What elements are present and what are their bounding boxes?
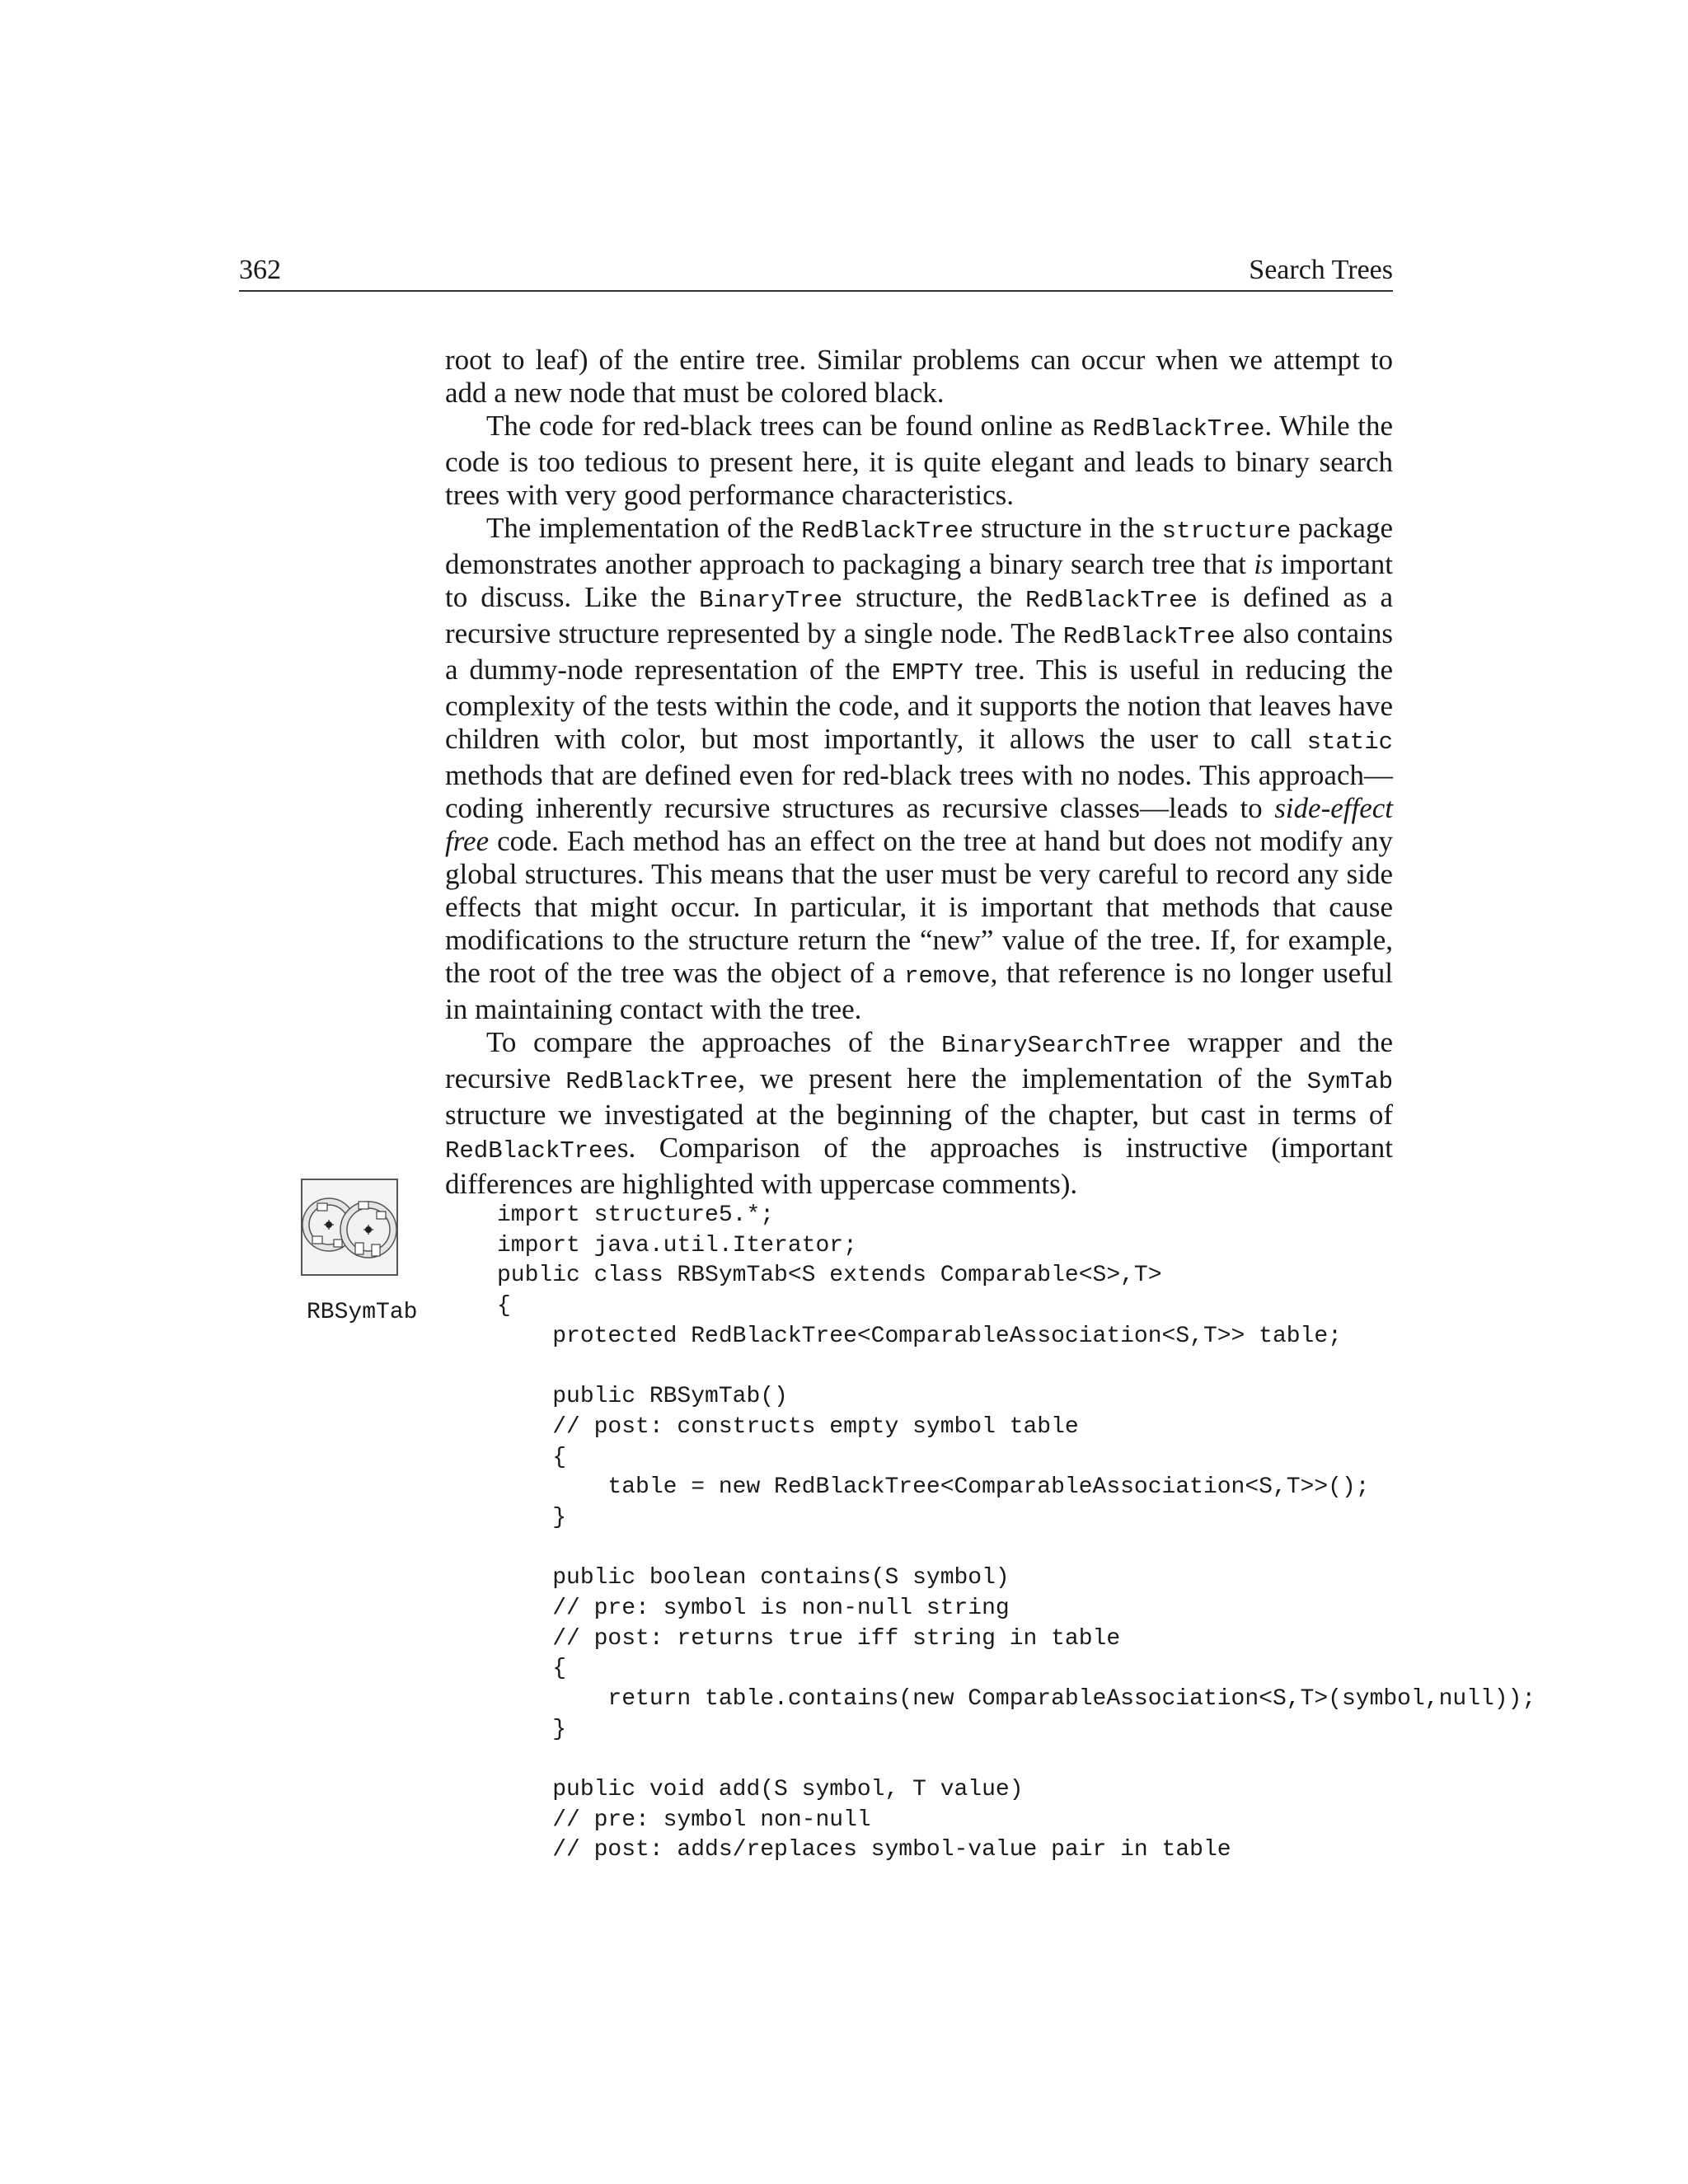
code-line <box>497 1745 1536 1775</box>
inline-code: structure <box>1161 518 1292 545</box>
code-line: // post: adds/replaces symbol-value pair in table <box>497 1837 1231 1863</box>
code-line: // post: returns true iff string in table <box>497 1625 1121 1652</box>
inline-code: BinarySearchTree <box>941 1032 1171 1059</box>
text-run: , we present here the implementation of the <box>738 1062 1307 1094</box>
code-line: public void add(S symbol, T value) <box>497 1777 1024 1803</box>
text-run: The implementation of the <box>486 512 802 544</box>
text-run: structure in the <box>973 512 1162 544</box>
paragraph <box>445 512 1393 1026</box>
code-line: import java.util.Iterator; <box>497 1232 857 1258</box>
code-line: { <box>497 1293 511 1319</box>
margin-label: RBSymTab <box>307 1300 418 1325</box>
text-run: is defined as a recursive structure represented by a single node. The <box>445 581 1393 649</box>
code-line: } <box>497 1504 567 1530</box>
text-run: s. Comparison of the approaches is instructive (important differences are highlighted with uppercase comments). <box>445 1132 1393 1200</box>
code-line: table = new RedBlackTree<ComparableAssociation<S,T>>(); <box>497 1474 1370 1501</box>
gears-icon <box>301 1179 398 1276</box>
text-run: structure, the <box>842 581 1026 613</box>
inline-code: EMPTY <box>891 659 964 687</box>
text-run: To compare the approaches of the <box>486 1026 942 1058</box>
text-run: tree. This is useful in reducing the complexity of the tests within the code, and it supports the notion that leaves have children with color, but most importantly, it allows the user to call <box>445 654 1393 755</box>
inline-code: static <box>1306 729 1393 756</box>
code-line: protected RedBlackTree<ComparableAssociation<S,T>> table; <box>497 1323 1342 1349</box>
text-run: code. Each method has an effect on the tree at hand but does not modify any global structures. This means that the user must be very careful to record any side effects that might occur. In particular, it is important that methods that cause modifications to the structure return the “new” value of the tree. If, for example, the root of the tree was the object of a <box>445 825 1393 989</box>
code-line: // pre: symbol non-null <box>497 1807 871 1833</box>
paragraph <box>445 344 1393 410</box>
inline-code: RedBlackTree <box>1092 415 1265 443</box>
inline-code: BinaryTree <box>699 587 843 614</box>
page-number: 362 <box>239 255 281 285</box>
text-run: The code for red-black trees can be found online as <box>486 410 1093 442</box>
text-run: important to discuss. Like the <box>445 548 1393 613</box>
code-line: { <box>497 1444 567 1470</box>
text-run: , that reference is no longer useful in maintaining contact with the tree. <box>445 957 1393 1025</box>
text-run: . While the code is too tedious to present here, it is quite elegant and leads to binary search trees with very good performance characteristics. <box>445 410 1393 511</box>
inline-code: SymTab <box>1306 1068 1393 1095</box>
text-run: package demonstrates another approach to packaging a binary search tree that <box>445 512 1393 580</box>
code-line: return table.contains(new ComparableAssociation<S,T>(symbol,null)); <box>497 1686 1536 1712</box>
code-line: // pre: symbol is non-null string <box>497 1595 1010 1621</box>
inline-code: RedBlackTree <box>801 518 974 545</box>
code-line: } <box>497 1716 567 1742</box>
emphasis-text: side-effect free <box>445 792 1393 857</box>
text-run: methods that are defined even for red-black trees with no nodes. This approach—coding inherently recursive structures as recursive classes—leads to <box>445 759 1393 824</box>
code-line <box>497 1352 1536 1382</box>
paragraph <box>445 1026 1393 1201</box>
emphasis-text: is <box>1254 548 1273 580</box>
inline-code: RedBlackTree <box>1062 623 1236 650</box>
code-line: public RBSymTab() <box>497 1384 788 1410</box>
text-run: wrapper and the recursive <box>445 1026 1393 1094</box>
code-line <box>497 1534 1536 1564</box>
inline-code: RedBlackTree <box>1025 587 1198 614</box>
running-title: Search Trees <box>1249 255 1393 285</box>
code-line: public boolean contains(S symbol) <box>497 1565 1010 1591</box>
paragraph <box>445 410 1393 512</box>
text-run: also contains a dummy-node representation of the <box>445 617 1393 686</box>
inline-code: RedBlackTree <box>565 1068 738 1095</box>
text-run: root to leaf) of the entire tree. Similar problems can occur when we attempt to add a new node that must be colored black. <box>445 344 1393 409</box>
body-text <box>445 344 1393 1201</box>
code-line: // post: constructs empty symbol table <box>497 1413 1079 1440</box>
code-line: import structure5.*; <box>497 1202 775 1228</box>
code-listing <box>497 1201 1536 1866</box>
code-line: public class RBSymTab<S extends Comparable<S>,T> <box>497 1263 1162 1289</box>
inline-code: remove <box>904 963 991 990</box>
text-run: structure we investigated at the beginning of the chapter, but cast in terms of <box>445 1099 1393 1131</box>
code-line: { <box>497 1656 567 1682</box>
running-header <box>239 254 1393 292</box>
inline-code: RedBlackTree <box>445 1137 617 1165</box>
